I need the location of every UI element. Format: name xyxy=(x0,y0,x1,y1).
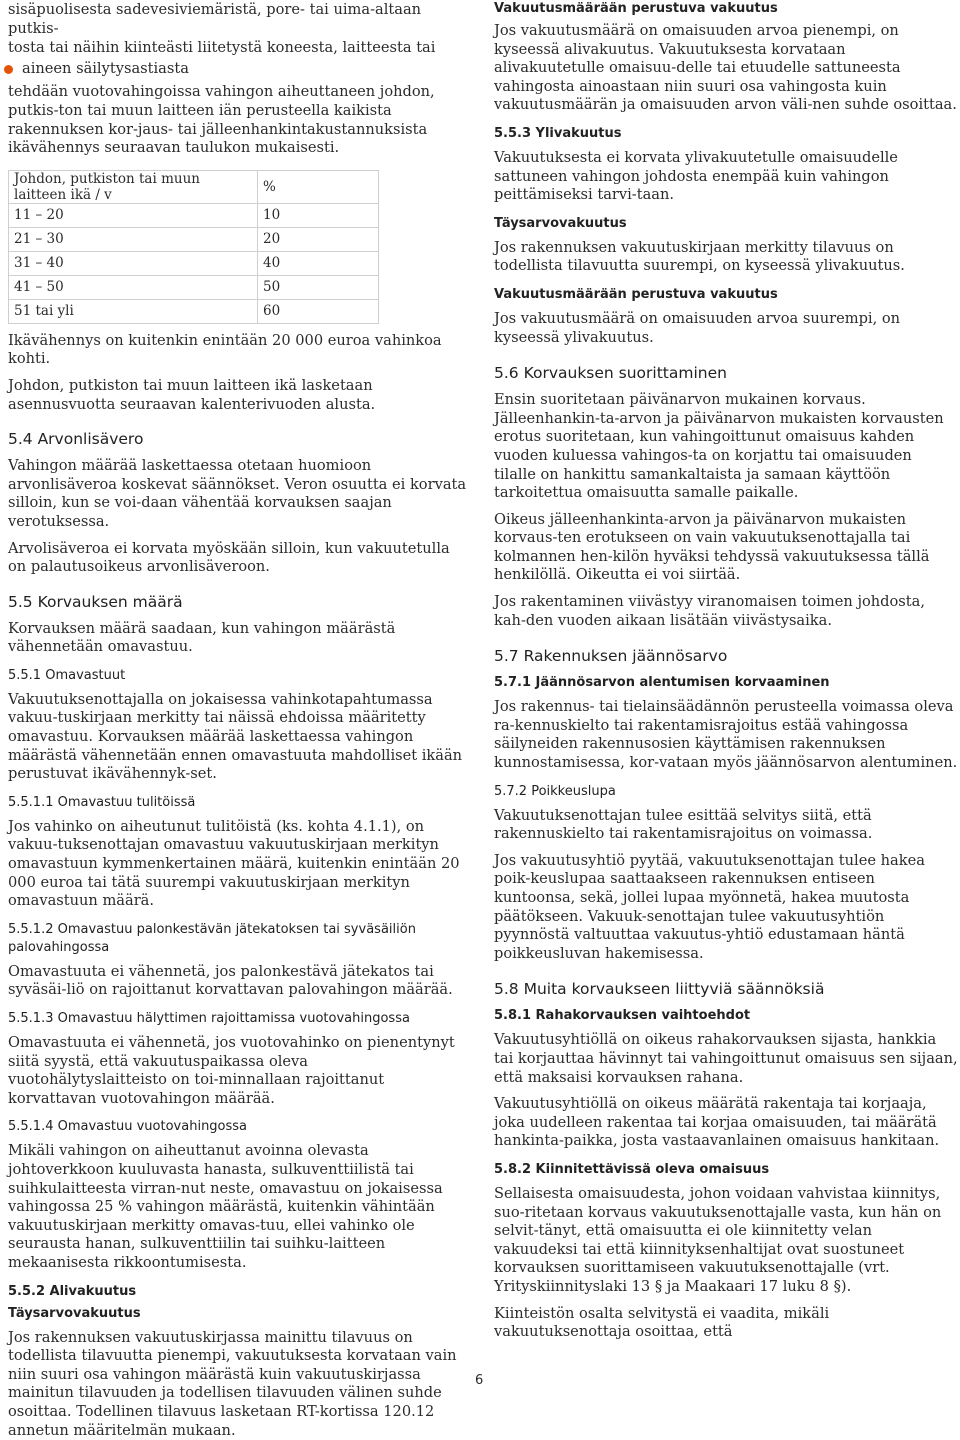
paragraph: Ikävähennys on kuitenkin enintään 20 000 euroa vahinkoa kohti. xyxy=(8,331,442,368)
table-cell: 40 xyxy=(258,251,379,275)
paragraph: Jos rakennuksen vakuutuskirjaan merkitty tilavuus on todellista tilavuutta suurempi, on kyseessä ylivakuutus. xyxy=(494,238,905,275)
paragraph: Jos rakentaminen viivästyy viranomaisen toimen johdosta, kah-den vuoden aikaan lisätään viivästysaika. xyxy=(494,593,925,629)
section-heading-5-5: 5.5 Korvauksen määrä xyxy=(8,592,183,611)
paragraph: Kiinteistön osalta selvitystä ei vaadita, mikäli vakuutuksenottaja osoittaa, että xyxy=(494,1304,830,1341)
depreciation-table xyxy=(8,170,379,324)
table-cell: 21 – 30 xyxy=(9,227,258,251)
table-cell: 31 – 40 xyxy=(9,251,258,275)
subsection-heading-5-5-2: 5.5.2 Alivakuutus xyxy=(8,1283,137,1299)
paragraph: Vakuutusyhtiöllä on oikeus rahakorvauksen sijasta, hankkia tai korjauttaa hävinnyt tai vahingoittunut omaisuus sen sijaan, että maksaisi korvauksen rahana. xyxy=(494,1031,958,1086)
table-header-cell: Johdon, putkiston tai muun laitteen ikä / v xyxy=(9,170,258,203)
subsection-heading-5-8-2: 5.8.2 Kiinnitettävissä oleva omaisuus xyxy=(494,1161,770,1177)
bullet-text: aineen säilytysastiasta xyxy=(22,59,189,77)
paragraph: Jos vakuutusmäärä on omaisuuden arvoa pienempi, on kyseessä alivakuutus. Vakuutuksesta korvataan alivakuutetulle omaisuu-delle tai etuudelle sattuneesta vahingosta ainoastaan niin suuri osa vahingosta kuin vakuutusmäärän ja omaisuuden arvon väli-nen suhde osoittaa. xyxy=(494,22,957,114)
paragraph: Vakuutusyhtiöllä on oikeus määrätä rakentaja tai korjaaja, joka uudelleen rakentaa tai korjaa omaisuuden, tai määrätä hankinta-paikka, josta vastaavanlainen omaisuus hankitaan. xyxy=(494,1095,940,1150)
section-heading-5-7: 5.7 Rakennuksen jäännösarvo xyxy=(494,647,728,666)
table-cell: 10 xyxy=(258,203,379,227)
right-column xyxy=(494,0,958,1342)
subsection-heading-taysarvovakuutus: Täysarvovakuutus xyxy=(494,215,627,231)
paragraph: Korvauksen määrä saadaan, kun vahingon määrästä vähennetään omavastuu. xyxy=(8,619,396,656)
bullet-dot-icon xyxy=(4,65,13,74)
subsection-heading-5-5-1-2: 5.5.1.2 Omavastuu palonkestävän jätekatoksen tai syväsäiliön palovahingossa xyxy=(8,921,416,955)
subsection-heading-5-5-1-3: 5.5.1.3 Omavastuu hälyttimen rajoittamissa vuotovahingossa xyxy=(8,1011,410,1026)
paragraph: Jos rakennuksen vakuutuskirjassa mainittu tilavuus on todellista tilavuutta pienempi, vakuutuksesta korvataan vain niin suuri osa vahingon määrästä kuin vakuutuskirjassa mainitun tilavuuden ja todellisen tilavuuden välinen suhde osoittaa. Todellinen tilavuus lasketaan RT-kortissa 120.12 annetun määritelmän mukaan. xyxy=(8,1328,457,1439)
paragraph: Jos vakuutusyhtiö pyytää, vakuutuksenottajan tulee hakea poik-keuslupaa saattaakseen rakennuksen entiseen kuntoonsa, sekä, jollei lupaa myönnetä, hakea muutosta päätökseen. Vakuuk-senottajan tulee vakuutusyhtiön pyynnöstä valtuuttaa vakuutus-yhtiö edustamaan häntä poikkeusluvan hakemisessa. xyxy=(494,851,925,962)
intro-line: sisäpuolisesta sadevesiviemäristä, pore- tai uima-altaan putkis- xyxy=(8,1,422,37)
subsection-heading-5-7-1: 5.7.1 Jäännösarvon alentumisen korvaaminen xyxy=(494,675,830,691)
paragraph: Jos vakuutusmäärä on omaisuuden arvoa suurempi, on kyseessä ylivakuutus. xyxy=(494,309,901,346)
bullet-item xyxy=(8,60,470,79)
subsection-heading-vakuutusmaaraan: Vakuutusmäärään perustuva vakuutus xyxy=(494,1,778,16)
paragraph: Omavastuuta ei vähennetä, jos vuotovahinko on pienentynyt siitä syystä, että vakuutuspaikassa oleva vuotohälytyslaitteisto on toi-minnallaan rajoittanut korvattavan vuotovahingon määrää. xyxy=(8,1034,455,1107)
table-cell: 50 xyxy=(258,275,379,299)
paragraph: Ensin suoritetaan päivänarvon mukainen korvaus. Jälleenhankin-ta-arvon ja päivänarvon mukaisten korvausten erotus suoritetaan, kun vahingoittunut omaisuus kahden vuoden kuluessa vahingos-ta on korjattu tai omaisuuden tilalle on hankittu samankaltaista ja samaan käyttöön tarkoitettua omaisuutta samalle paikalle. xyxy=(494,391,944,502)
table-header-row xyxy=(9,170,379,203)
section-heading-5-6: 5.6 Korvauksen suorittaminen xyxy=(494,364,727,383)
paragraph: Jos vahinko on aiheutunut tulitöistä (ks. kohta 4.1.1), on vakuu-tuksenottajan omavastuu vakuutuskirjaan merkityn omavastuun kymmenkertainen määrä, kuitenkin enintään 20 000 euroa tai tätä suurempi vakuutuskirjaan merkityn omavastuun määrä. xyxy=(8,817,460,910)
paragraph: Vakuutuksesta ei korvata ylivakuutetulle omaisuudelle sattuneen vahingon johdosta enempää kuin vahingon peittämiseksi tarvi-taan. xyxy=(494,148,898,204)
table-row xyxy=(9,299,379,323)
paragraph: Sellaisesta omaisuudesta, johon voidaan vahvistaa kiinnitys, suo-ritetaan korvaus vakuutuksenottajalle vasta, kun hän on selvit-tänyt, että omaisuutta ei ole kiinnitetty velan vakuudeksi tai että kiinnityksenhaltijat ovat suostuneet korvauksen suorittamiseen vakuutuksenottajalle (vrt. Yrityskiinnityslaki 13 § ja Maakaari 17 luku 8 §). xyxy=(494,1184,942,1295)
table-cell: 20 xyxy=(258,227,379,251)
table-cell: 41 – 50 xyxy=(9,275,258,299)
paragraph: Vakuutuksenottajan tulee esittää selvitys siitä, että rakennuskielto tai rakentamisrajoitus on voimassa. xyxy=(494,806,873,843)
paragraph: Vakuutuksenottajalla on jokaisessa vahinkotapahtumassa vakuu-tuskirjaan merkitty tai näissä ehdoissa määritetty omavastuu. Korvauksen määrää laskettaessa vahingon määrästä vähennetään ennen omavastuuta mahdolliset ikään perustuvat ikävähennyk-set. xyxy=(8,690,463,783)
table-row xyxy=(9,251,379,275)
intro-line: tosta tai näihin kiinteästi liitetystä koneesta, laitteesta tai xyxy=(8,39,436,57)
subsection-heading-vakuutusmaaraan: Vakuutusmäärään perustuva vakuutus xyxy=(494,286,778,302)
paragraph: Omavastuuta ei vähennetä, jos palonkestävä jätekatos tai syväsäi-liö on rajoittanut korvattavan palovahingon määrää. xyxy=(8,962,453,999)
paragraph: Mikäli vahingon on aiheuttanut avoinna olevasta johtoverkkoon kuuluvasta hanasta, sulkuventtiilistä tai suihkulaitteesta virran-nut neste, omavastuu on jokaisessa vahingossa 25 % vahingon määrästä, kuitenkin vähintään vakuutuskirjaan merkitty omavas-tuu, ellei vahinko ole seurausta hanan, sulkuventtiilin tai suihku-laitteen mekaanisesta rikkoontumisesta. xyxy=(8,1142,443,1271)
table-header-cell: % xyxy=(258,170,379,203)
paragraph: Vahingon määrää laskettaessa otetaan huomioon arvonlisäveroa koskevat säännökset. Veron osuutta ei korvata silloin, kun se voi-daan vähentää korvauksen saajan verotuksessa. xyxy=(8,457,467,530)
table-cell: 51 tai yli xyxy=(9,299,258,323)
page-number: 6 xyxy=(475,1373,484,1388)
table-row xyxy=(9,275,379,299)
subsection-heading-5-5-1: 5.5.1 Omavastuut xyxy=(8,667,126,683)
table-row xyxy=(9,227,379,251)
section-heading-5-4: 5.4 Arvonlisävero xyxy=(8,430,144,449)
paragraph: Jos rakennus- tai tielainsäädännön perusteella voimassa oleva ra-kennuskielto tai rakentamisrajoitus estää vahingossa säilyneiden rakennusosien käyttämisen rakennuksen kunnostamisessa, kor-vataan myös jäännösarvon alentuminen. xyxy=(494,698,958,772)
subsection-heading-5-5-1-4: 5.5.1.4 Omavastuu vuotovahingossa xyxy=(8,1119,248,1135)
paragraph: tehdään vuotovahingoissa vahingon aiheuttaneen johdon, putkis-ton tai muun laitteen iän perusteella kaikista rakennuksen kor-jaus- tai jälleenhankintakustannuksista ikävähennys seuraavan taulukon mukaisesti. xyxy=(8,83,435,157)
section-heading-5-8: 5.8 Muita korvaukseen liittyviä säännöksiä xyxy=(494,980,825,999)
paragraph: Oikeus jälleenhankinta-arvon ja päivänarvon mukaisten korvaus-ten erotukseen on vain vakuutuksenottajalla tai kolmannen hen-kilön hyväksi tehdyssä vakuutuksessa tällä henkilöllä. Oikeutta ei voi siirtää. xyxy=(494,510,930,584)
subsection-heading-5-5-3: 5.5.3 Ylivakuutus xyxy=(494,125,622,141)
table-cell: 11 – 20 xyxy=(9,203,258,227)
subsection-heading-5-8-1: 5.8.1 Rahakorvauksen vaihtoehdot xyxy=(494,1008,751,1024)
subsection-heading-taysarvovakuutus: Täysarvovakuutus xyxy=(8,1305,141,1321)
table-cell: 60 xyxy=(258,299,379,323)
paragraph: Johdon, putkiston tai muun laitteen ikä lasketaan asennusvuotta seuraavan kalenterivuoden alusta. xyxy=(8,376,376,413)
subsection-heading-5-5-1-1: 5.5.1.1 Omavastuu tulitöissä xyxy=(8,794,196,810)
subsection-heading-5-7-2: 5.7.2 Poikkeuslupa xyxy=(494,783,616,799)
table-row xyxy=(9,203,379,227)
left-column xyxy=(8,0,470,1440)
paragraph: Arvolisäveroa ei korvata myöskään silloin, kun vakuutetulla on palautusoikeus arvonlisäveroon. xyxy=(8,539,450,576)
